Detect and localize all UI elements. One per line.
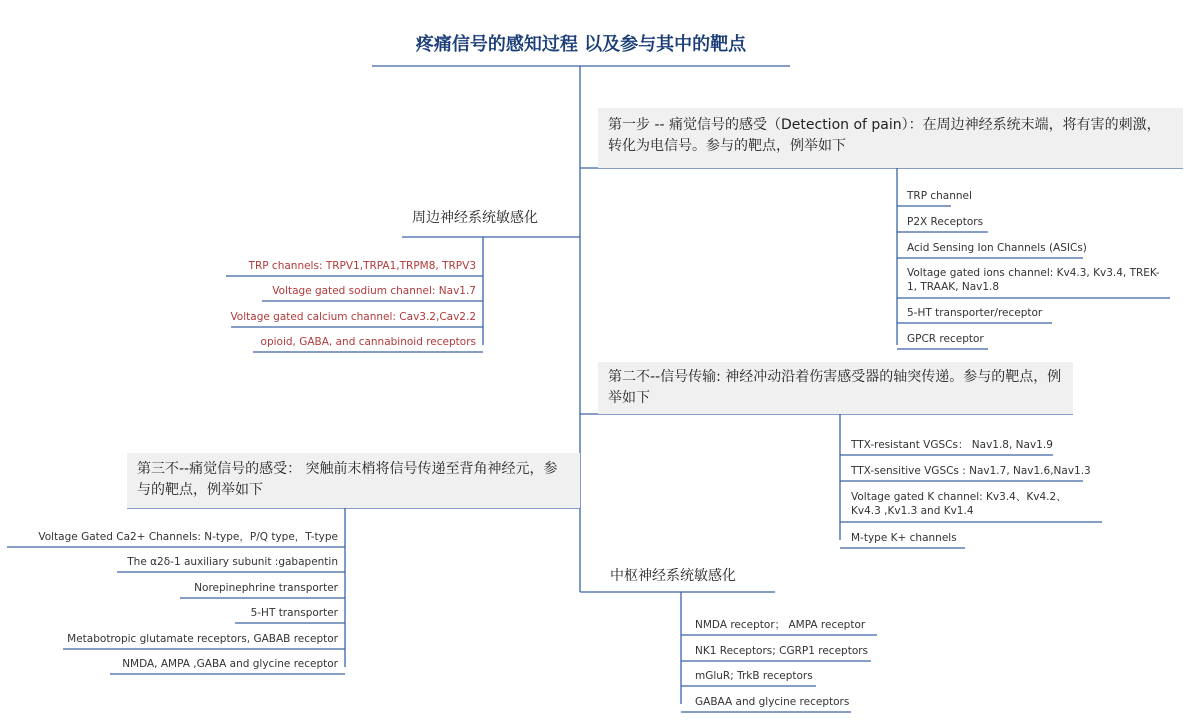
peripheral-target-1[interactable]: TRP channels: TRPV1,TRPA1,TRPM8, TRPV3 bbox=[248, 260, 476, 272]
step1-target-5[interactable]: 5-HT transporter/receptor bbox=[907, 307, 1043, 319]
step3-target-2[interactable]: The α2δ-1 auxiliary subunit :gabapentin bbox=[127, 556, 338, 568]
step3-target-1[interactable]: Voltage Gated Ca2+ Channels: N-type，P/Q type，T-type bbox=[38, 531, 338, 543]
peripheral-sensitization-node[interactable]: 周边神经系统敏感化 bbox=[412, 210, 538, 226]
step2-node[interactable]: 第二不--信号传输: 神经冲动沿着伤害感受器的轴突传递。参与的靶点，例举如下 bbox=[598, 362, 1073, 414]
step1-target-6[interactable]: GPCR receptor bbox=[907, 333, 984, 345]
peripheral-target-3[interactable]: Voltage gated calcium channel: Cav3.2,Cav2.2 bbox=[230, 311, 476, 323]
step1-target-2[interactable]: P2X Receptors bbox=[907, 216, 984, 228]
step2-target-2[interactable]: TTX-sensitive VGSCs : Nav1.7, Nav1.6,Nav1.3 bbox=[851, 465, 1091, 477]
step1-target-4[interactable]: Voltage gated ions channel: Kv4.3, Kv3.4, TREK-1, TRAAK, Nav1.8 bbox=[907, 267, 1160, 293]
step3-target-3[interactable]: Norepinephrine transporter bbox=[194, 582, 338, 594]
step2-target-1[interactable]: TTX-resistant VGSCs： Nav1.8, Nav1.9 bbox=[851, 439, 1053, 451]
step2-target-4[interactable]: M-type K+ channels bbox=[851, 532, 957, 544]
central-target-1[interactable]: NMDA receptor； AMPA receptor bbox=[695, 619, 866, 631]
central-target-3[interactable]: mGluR; TrkB receptors bbox=[695, 670, 813, 682]
step1-node[interactable]: 第一步 -- 痛觉信号的感受（Detection of pain）：在周边神经系统末端，将有害的刺激，转化为电信号。参与的靶点，例举如下 bbox=[598, 108, 1183, 168]
central-target-4[interactable]: GABAA and glycine receptors bbox=[695, 696, 850, 708]
central-target-2[interactable]: NK1 Receptors; CGRP1 receptors bbox=[695, 645, 869, 657]
step1-target-1[interactable]: TRP channel bbox=[907, 190, 972, 202]
step3-target-5[interactable]: Metabotropic glutamate receptors, GABAB receptor bbox=[67, 633, 338, 645]
diagram-title: 疼痛信号的感知过程 以及参与其中的靶点 bbox=[415, 34, 747, 55]
central-sensitization-node[interactable]: 中枢神经系统敏感化 bbox=[610, 568, 736, 584]
step1-target-3[interactable]: Acid Sensing Ion Channels (ASICs) bbox=[907, 242, 1087, 254]
step3-node[interactable]: 第三不--痛觉信号的感受： 突触前末梢将信号传递至背角神经元，参与的靶点，例举如下 bbox=[127, 453, 580, 508]
peripheral-target-4[interactable]: opioid, GABA, and cannabinoid receptors bbox=[260, 336, 476, 348]
step3-target-4[interactable]: 5-HT transporter bbox=[250, 607, 338, 619]
peripheral-target-2[interactable]: Voltage gated sodium channel: Nav1.7 bbox=[272, 285, 476, 297]
step2-target-3[interactable]: Voltage gated K channel: Kv3.4、Kv4.2、Kv4.3 ,Kv1.3 and Kv1.4 bbox=[851, 491, 1067, 517]
step3-target-6[interactable]: NMDA, AMPA ,GABA and glycine receptor bbox=[122, 658, 338, 670]
